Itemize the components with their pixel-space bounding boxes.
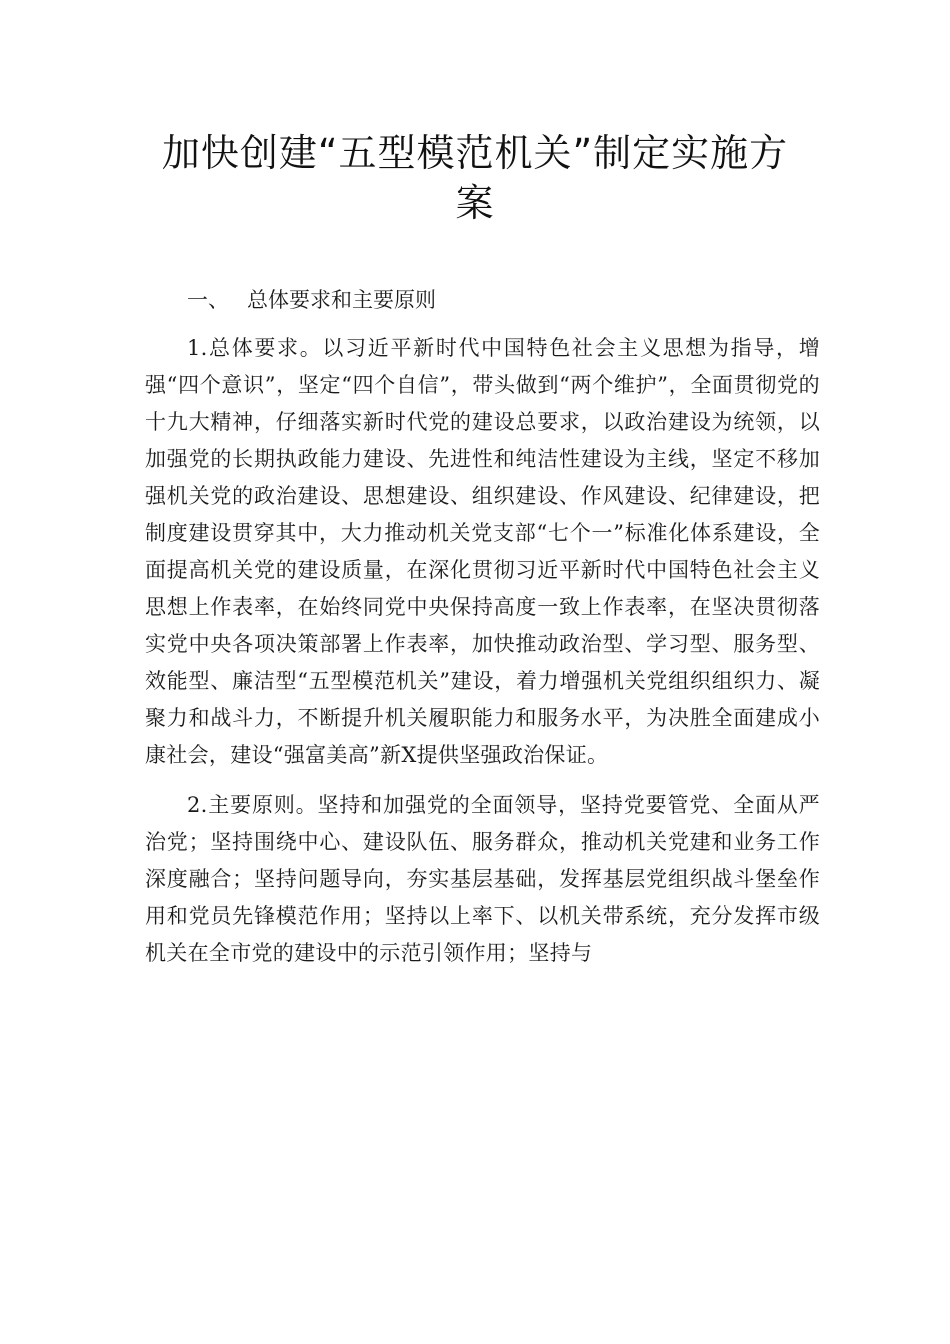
document-body — [145, 282, 820, 972]
section-heading-general-requirements — [145, 282, 820, 319]
section-number: 一、 — [187, 288, 229, 312]
paragraph-main-principles: 2.主要原则。坚持和加强党的全面领导，坚持党要管党、全面从严治党；坚持围绕中心、建设队伍、服务群众，推动机关党建和业务工作深度融合；坚持问题导向，夯实基层基础，发挥基层党组织战斗堡垒作用和党员先锋模范作用；坚持以上率下、以机关带系统，充分发挥市级机关在全市党的建设中的示范引领作用；坚持与 — [145, 793, 820, 965]
document-title-line-1: 加快创建“五型模范机关”制定实施方 — [161, 131, 789, 175]
document-title — [120, 128, 830, 228]
document-title-line-2: 案 — [455, 181, 495, 225]
paragraph-general-requirements: 1.总体要求。以习近平新时代中国特色社会主义思想为指导，增强“四个意识”，坚定“四个自信”，带头做到“两个维护”，全面贯彻党的十九大精神，仔细落实新时代党的建设总要求，以政治建设为统领，以加强党的长期执政能力建设、先进性和纯洁性建设为主线，坚定不移加强机关党的政治建设、思想建设、组织建设、作风建设、纪律建设，把制度建设贯穿其中，大力推动机关党支部“七个一”标准化体系建设，全面提高机关党的建设质量，在深化贯彻习近平新时代中国特色社会主义思想上作表率，在始终同党中央保持高度一致上作表率，在坚决贯彻落实党中央各项决策部署上作表率，加快推动政治型、学习型、服务型、效能型、廉洁型“五型模范机关”建设，着力增强机关党组织组织力、凝聚力和战斗力，不断提升机关履职能力和服务水平，为决胜全面建成小康社会，建设“强富美高”新X提供坚强政治保证。 — [145, 336, 820, 767]
section-heading-text: 总体要求和主要原则 — [247, 288, 436, 312]
